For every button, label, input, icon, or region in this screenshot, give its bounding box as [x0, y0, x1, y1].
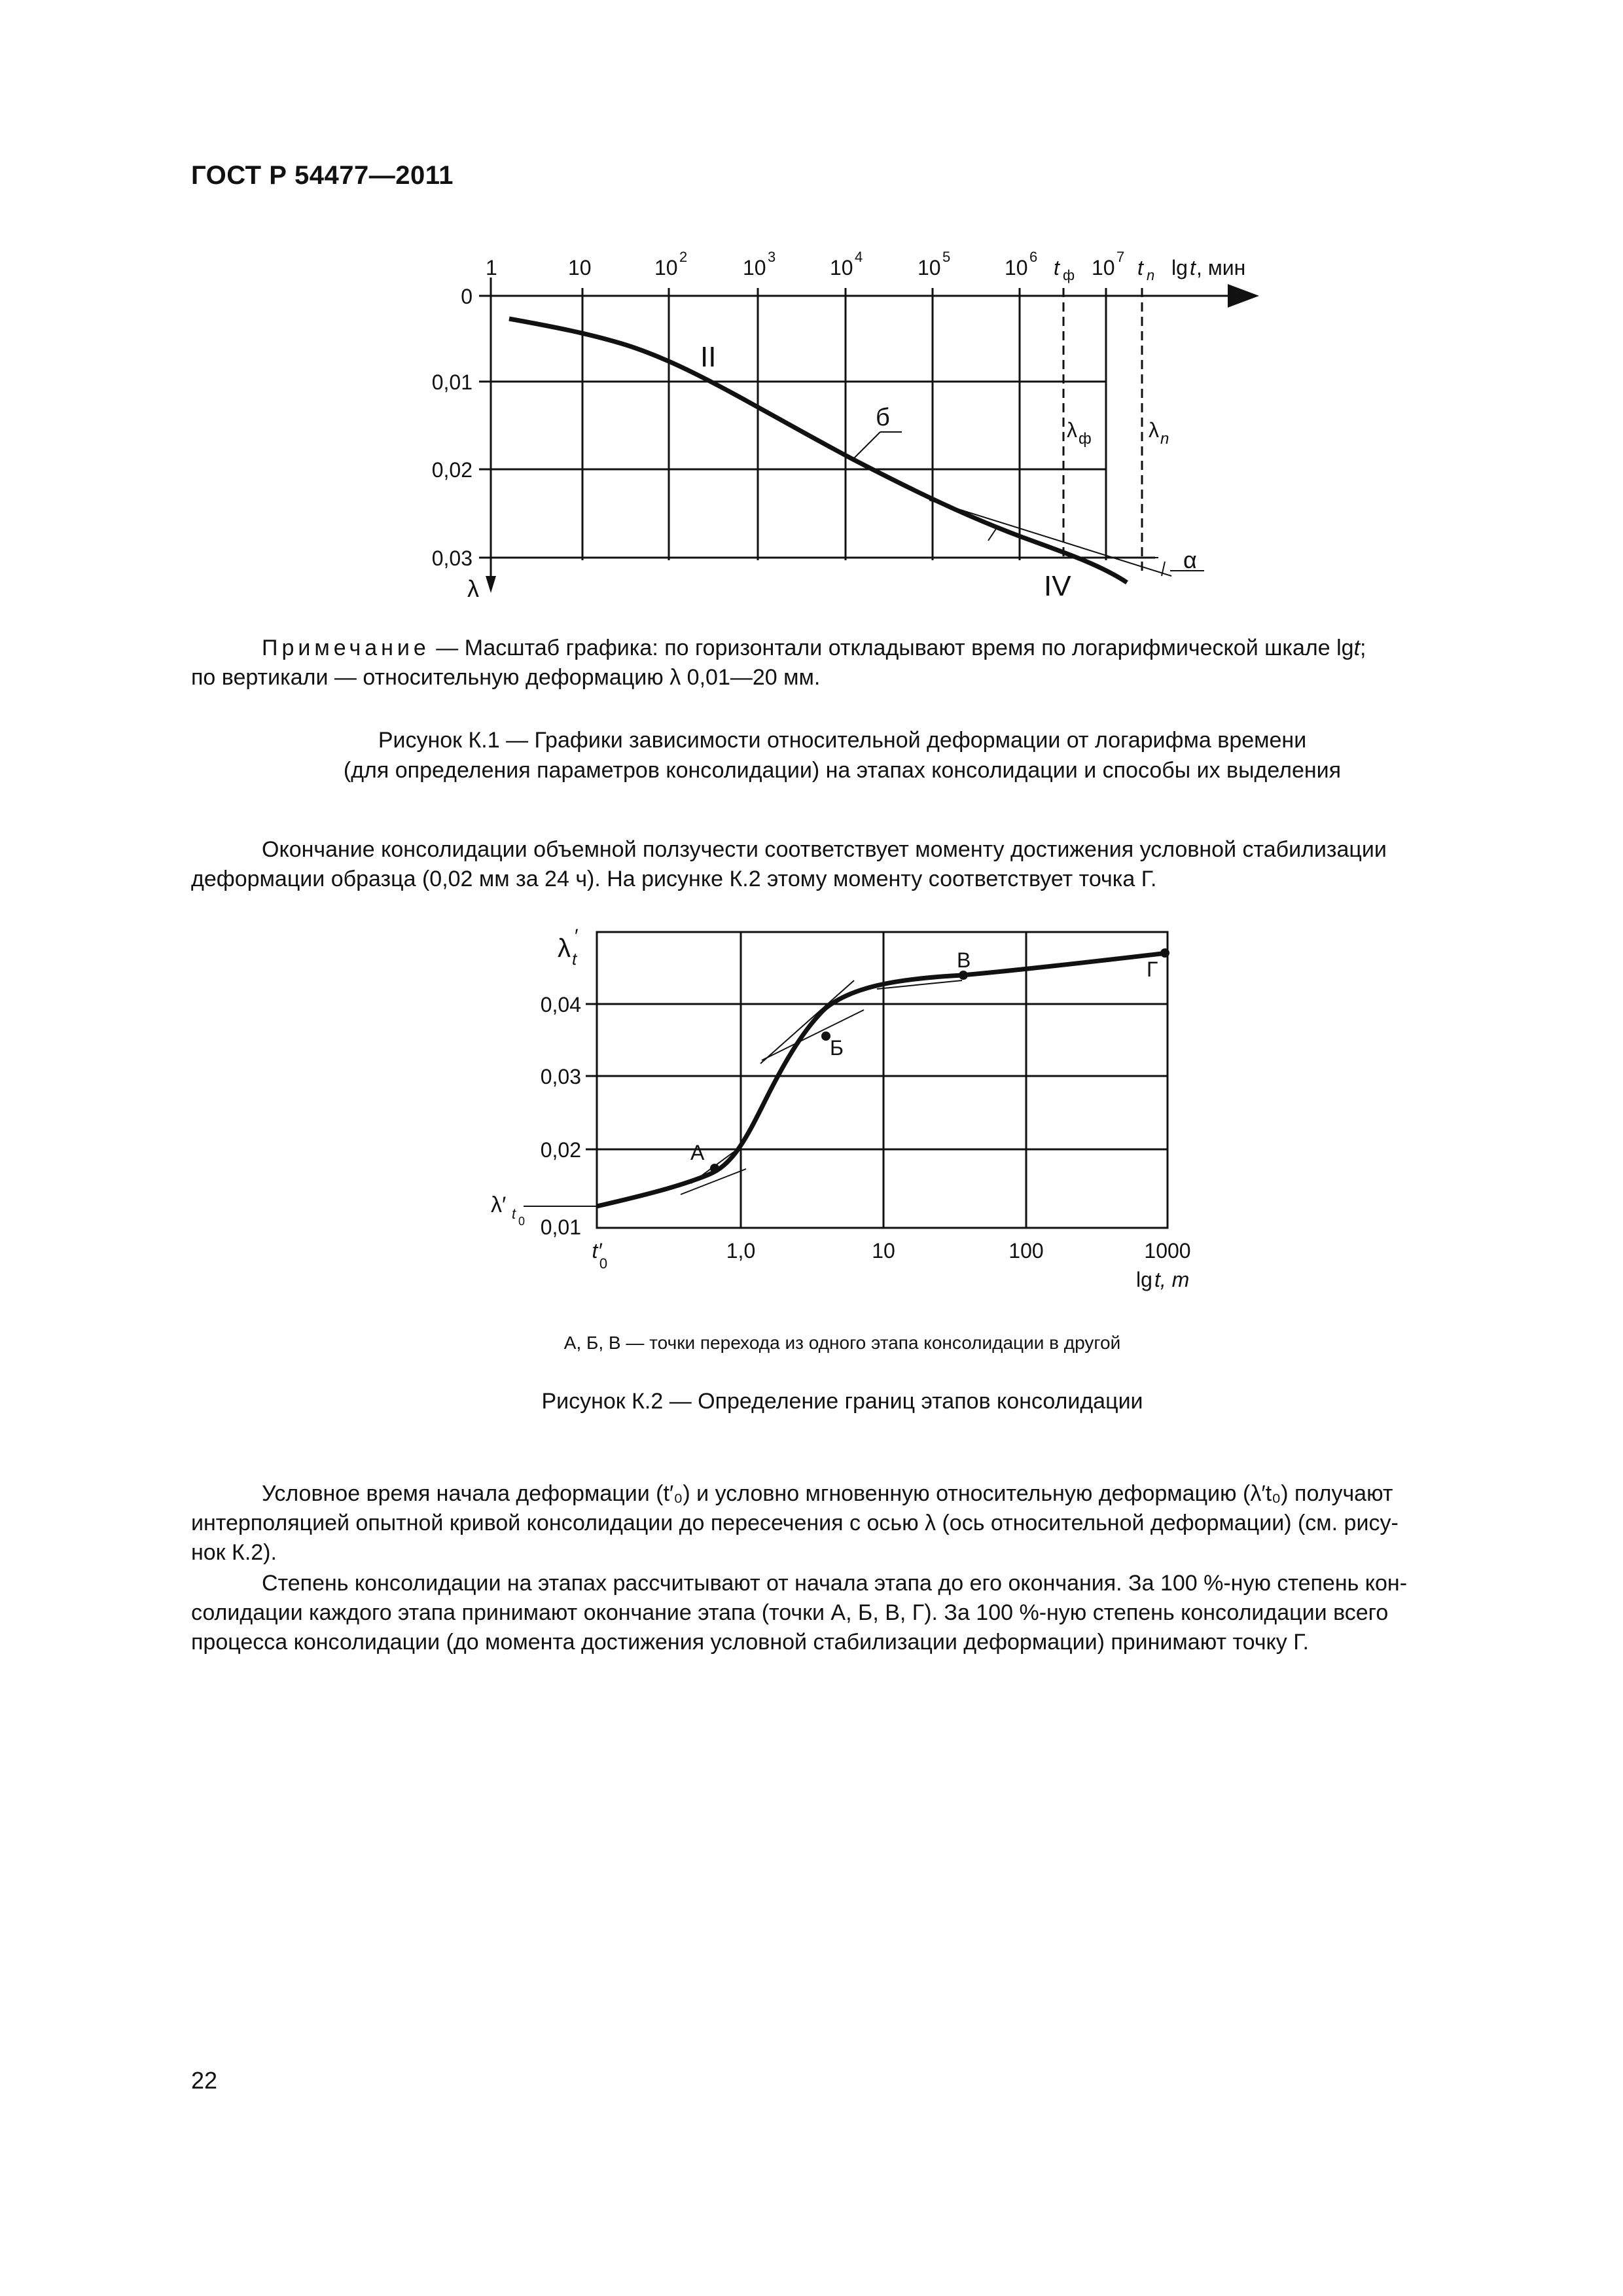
tf-label: t — [1054, 256, 1060, 279]
figure-k1-x-ticks — [486, 249, 1245, 283]
paragraph-3-line-1: Степень консолидации на этапах рассчитывают от начала этапа до его окончания. За 100 %-ную степень кон- — [262, 1571, 1408, 1596]
point-label-a: А — [690, 1141, 705, 1164]
y-axis-sub: t — [572, 949, 577, 969]
paragraph-3-line-2: солидации каждого этапа принимают окончание этапа (точки А, Б, В, Г). За 100 %-ную степень консолидации всего — [191, 1600, 1389, 1625]
point-label-b: Б — [830, 1036, 844, 1060]
note-text: — Масштаб графика: по горизонтали откладывают время по логарифмической шкале lg — [429, 636, 1354, 660]
figure-k2-caption: Рисунок К.2 — Определение границ этапов консолидации — [541, 1389, 1143, 1414]
figure-k1-caption — [191, 725, 1493, 785]
x-tick: 10 — [1005, 256, 1028, 279]
figure-k1-grid — [479, 278, 1255, 576]
figure-k2-grid — [586, 932, 1168, 1228]
x-tick: 10 — [568, 256, 592, 279]
lambda-f-label: λ — [1067, 418, 1077, 442]
paragraph-2 — [191, 1479, 1493, 1568]
lambda-t0-sub: t — [512, 1206, 516, 1222]
x-axis-label-prefix: lg — [1136, 1268, 1152, 1291]
caption-line-1: Рисунок К.1 — Графики зависимости относительной деформации от логарифма времени — [378, 728, 1307, 753]
document-header: ГОСТ Р 54477—2011 — [191, 161, 454, 190]
lambda-t0-subsub: 0 — [518, 1215, 526, 1228]
y-axis-label: λ — [467, 575, 479, 602]
point-v — [959, 971, 968, 980]
note-text-end: ; — [1360, 636, 1366, 660]
note-label: Примечание — [262, 636, 430, 660]
x-tick-t0-sub: 0 — [599, 1255, 608, 1272]
axis-y-arrow — [486, 576, 496, 593]
point-g — [1160, 948, 1169, 958]
paragraph-3-line-3: процесса консолидации (до момента достижения условной стабилизации деформации) принимают точку Г. — [191, 1630, 1309, 1655]
figure-k2-x-ticks — [592, 1239, 1191, 1272]
paragraph-2-line-1: Условное время начала деформации (t′₀) и условно мгновенную относительную деформацию (λ′t₀) получают — [262, 1481, 1393, 1506]
tf-sub: ф — [1063, 267, 1075, 283]
x-tick: 1000 — [1144, 1239, 1191, 1263]
paragraph-1 — [191, 835, 1493, 894]
figure-k2-y-ticks — [541, 993, 581, 1239]
consolidation-curve-k1 — [509, 319, 1127, 583]
y-tick: 0,01 — [540, 1215, 581, 1239]
x-tick: 1 — [486, 256, 497, 279]
curve-label-iv: IV — [1044, 570, 1071, 602]
x-tick-t0: t′ — [592, 1239, 602, 1263]
x-tick-exp: 6 — [1029, 249, 1038, 265]
x-tick-exp: 4 — [855, 249, 863, 265]
y-axis-prime: ′ — [575, 925, 579, 947]
x-axis-label-prefix: lg — [1171, 256, 1188, 279]
paragraph-2-line-3: нок К.2). — [191, 1540, 277, 1565]
tangent-line-iv — [929, 500, 1171, 576]
x-tick: 10 — [743, 256, 766, 279]
x-tick: 10 — [872, 1239, 895, 1263]
figure-k2-chart — [0, 903, 1623, 1309]
x-axis-label-var: t — [1190, 256, 1196, 279]
x-tick: 10 — [830, 256, 853, 279]
y-tick: 0,04 — [540, 993, 581, 1016]
y-tick: 0,03 — [540, 1065, 581, 1088]
y-tick: 0,02 — [431, 458, 473, 482]
paragraph-1-line-2: деформации образца (0,02 мм за 24 ч). На рисунке К.2 этому моменту соответствует точка Г. — [191, 867, 1157, 891]
tn-sub: n — [1147, 267, 1155, 283]
y-axis-label: λ — [558, 934, 571, 963]
figure-k2-legend: А, Б, В — точки перехода из одного этапа консолидации в другой — [563, 1333, 1121, 1353]
x-tick-exp: 2 — [679, 249, 688, 265]
x-tick: 10 — [654, 256, 678, 279]
alpha-label: α — [1183, 547, 1197, 573]
x-tick: 1,0 — [726, 1239, 756, 1263]
y-tick: 0,03 — [431, 547, 473, 570]
x-tick: 10 — [1092, 256, 1115, 279]
x-tick: 100 — [1008, 1239, 1044, 1263]
note-line-2: по вертикали — относительную деформацию λ 0,01—20 мм. — [191, 665, 821, 690]
x-tick-exp: 3 — [768, 249, 776, 265]
y-tick: 0,02 — [540, 1138, 581, 1162]
point-label-v: В — [957, 948, 971, 972]
caption-line-2: (для определения параметров консолидации) на этапах консолидации и способы их выделения — [343, 758, 1342, 783]
point-a — [710, 1164, 719, 1173]
lambda-f-sub: ф — [1079, 430, 1092, 448]
x-tick-exp: 7 — [1116, 249, 1125, 265]
figure-k2-point-labels — [690, 948, 1158, 1164]
page-number: 22 — [191, 2067, 218, 2094]
x-tick: 10 — [918, 256, 941, 279]
figure-k1-y-ticks — [432, 285, 479, 602]
curve-label-ii: II — [700, 341, 717, 373]
lambda-t0-label: λ′ — [491, 1193, 507, 1217]
point-b — [821, 1031, 830, 1041]
x-tick-exp: 5 — [942, 249, 951, 265]
paragraph-3 — [191, 1569, 1493, 1657]
x-axis-label-unit: , мин — [1196, 256, 1246, 279]
figure-k1-chart — [0, 0, 1623, 628]
note-text-var: t — [1353, 636, 1361, 660]
lambda-n-label: λ — [1149, 418, 1159, 442]
point-label-g: Г — [1147, 958, 1158, 981]
lambda-n-sub: n — [1160, 430, 1169, 448]
paragraph-1-line-1: Окончание консолидации объемной ползучести соответствует моменту достижения условной стабилизации — [262, 837, 1387, 862]
y-tick: 0 — [461, 285, 473, 308]
tn-label: t — [1137, 256, 1143, 279]
y-tick: 0,01 — [431, 370, 473, 394]
paragraph-2-line-2: интерполяцией опытной кривой консолидации до пересечения с осью λ (ось относительной деформации) (см. рису- — [191, 1511, 1399, 1535]
curve-label-b: б — [876, 404, 890, 431]
consolidation-curve-k2 — [597, 953, 1168, 1206]
x-axis-label-var: t, m — [1154, 1268, 1190, 1291]
figure-k1-note — [191, 634, 1493, 692]
